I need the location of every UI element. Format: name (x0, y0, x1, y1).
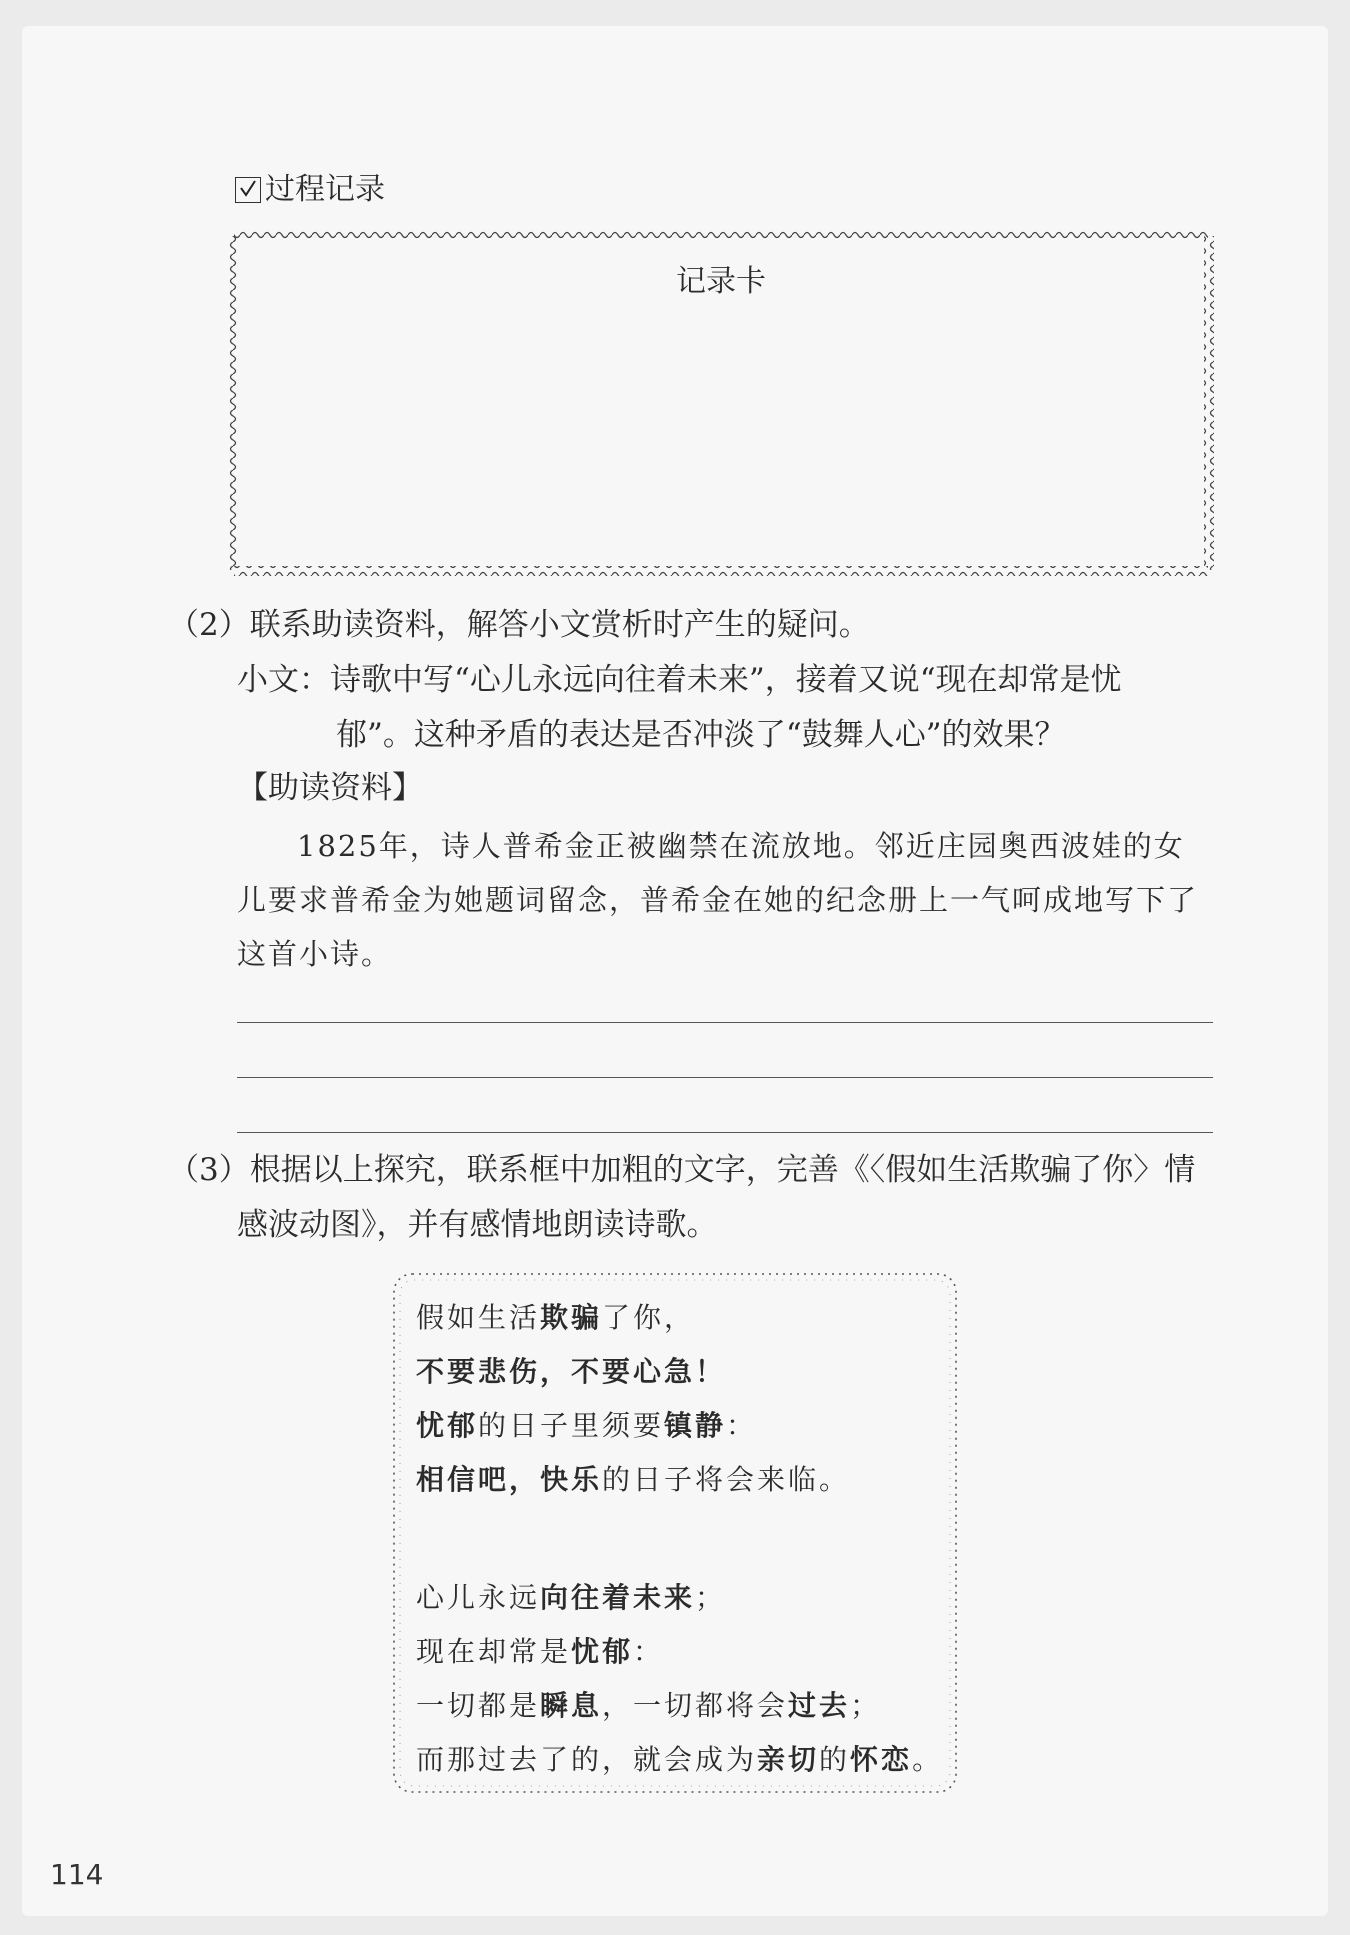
poem-line (416, 1634, 664, 1670)
question-2-number: （2） (168, 607, 250, 643)
question-3-line-1 (168, 1150, 1195, 1190)
poem-text: 假如生活 (416, 1301, 541, 1334)
poem-text: 了你， (602, 1301, 696, 1334)
poem-bold-text: 亲切 (757, 1743, 820, 1776)
poem-text: 心儿永远 (416, 1581, 541, 1614)
poem-bold-text: 怀恋 (850, 1743, 913, 1776)
answer-line[interactable] (237, 1022, 1213, 1023)
poem-bold-text: 过去 (788, 1689, 851, 1722)
material-line-1: 1825年，诗人普希金正被幽禁在流放地。邻近庄园奥西波娃的女 (297, 829, 1185, 863)
checkmark-icon (235, 177, 261, 203)
poem-text: 的日子将会来临。 (602, 1463, 851, 1496)
poem-text: 现在却常是 (416, 1635, 572, 1668)
process-record-heading (235, 170, 385, 210)
poem-text: 。 (912, 1743, 944, 1776)
poem-bold-text: 欺骗 (540, 1301, 603, 1334)
poem-line (416, 1408, 757, 1444)
poem-line (416, 1688, 881, 1724)
question-3-text-1: 根据以上探究，联系框中加粗的文字，完善《〈假如生活欺骗了你〉情 (249, 1152, 1196, 1188)
xiaowen-label: 小文： (237, 662, 330, 698)
poem-bold-text: 忧郁 (416, 1409, 479, 1442)
poem-line (416, 1354, 726, 1390)
poem-line (416, 1742, 943, 1778)
poem-text: ； (850, 1689, 882, 1722)
poem-bold-text: 忧郁 (571, 1635, 634, 1668)
poem-line (416, 1580, 726, 1616)
poem-line (416, 1462, 850, 1498)
record-card-title: 记录卡 (676, 264, 766, 299)
poem-text: ： (726, 1409, 758, 1442)
answer-line[interactable] (237, 1077, 1213, 1078)
process-record-label: 过程记录 (265, 172, 385, 207)
poem-line (416, 1300, 695, 1336)
poem-text: 的日子里须要 (478, 1409, 665, 1442)
question-2-prompt: 联系助读资料，解答小文赏析时产生的疑问。 (249, 607, 870, 643)
material-line-2: 儿要求普希金为她题词留念，普希金在她的纪念册上一气呵成地写下了 (237, 883, 1199, 917)
poem-text: 而那过去了的，就会成为 (416, 1743, 758, 1776)
record-card (228, 230, 1214, 576)
material-heading: 【助读资料】 (237, 770, 423, 806)
page-number: 114 (50, 1858, 104, 1891)
poem-text: 的 (819, 1743, 851, 1776)
poem-text: ； (695, 1581, 727, 1614)
xiaowen-text-1: 诗歌中写“心儿永远向往着未来”，接着又说“现在却常是忧 (330, 662, 1122, 698)
xiaowen-line-2: 郁”。这种矛盾的表达是否冲淡了“鼓舞人心”的效果？ (336, 717, 1066, 753)
poem-text: 一切都是 (416, 1689, 541, 1722)
poem-bold-text: 向往着未来 (540, 1581, 696, 1614)
poem-bold-text: 相信吧，快乐 (416, 1463, 603, 1496)
poem-bold-text: 瞬息 (540, 1689, 603, 1722)
question-2 (168, 605, 870, 645)
question-3-number: （3） (168, 1152, 250, 1188)
xiaowen-line-1 (237, 660, 1122, 700)
poem-bold-text: 不要悲伤，不要心急！ (416, 1355, 727, 1388)
poem-box (390, 1270, 960, 1796)
poem-text: ： (633, 1635, 665, 1668)
answer-line[interactable] (237, 1132, 1213, 1133)
poem-text: ，一切都将会 (602, 1689, 789, 1722)
material-line-3: 这首小诗。 (237, 937, 393, 971)
poem-bold-text: 镇静 (664, 1409, 727, 1442)
question-3-line-2: 感波动图》，并有感情地朗读诗歌。 (237, 1207, 718, 1243)
